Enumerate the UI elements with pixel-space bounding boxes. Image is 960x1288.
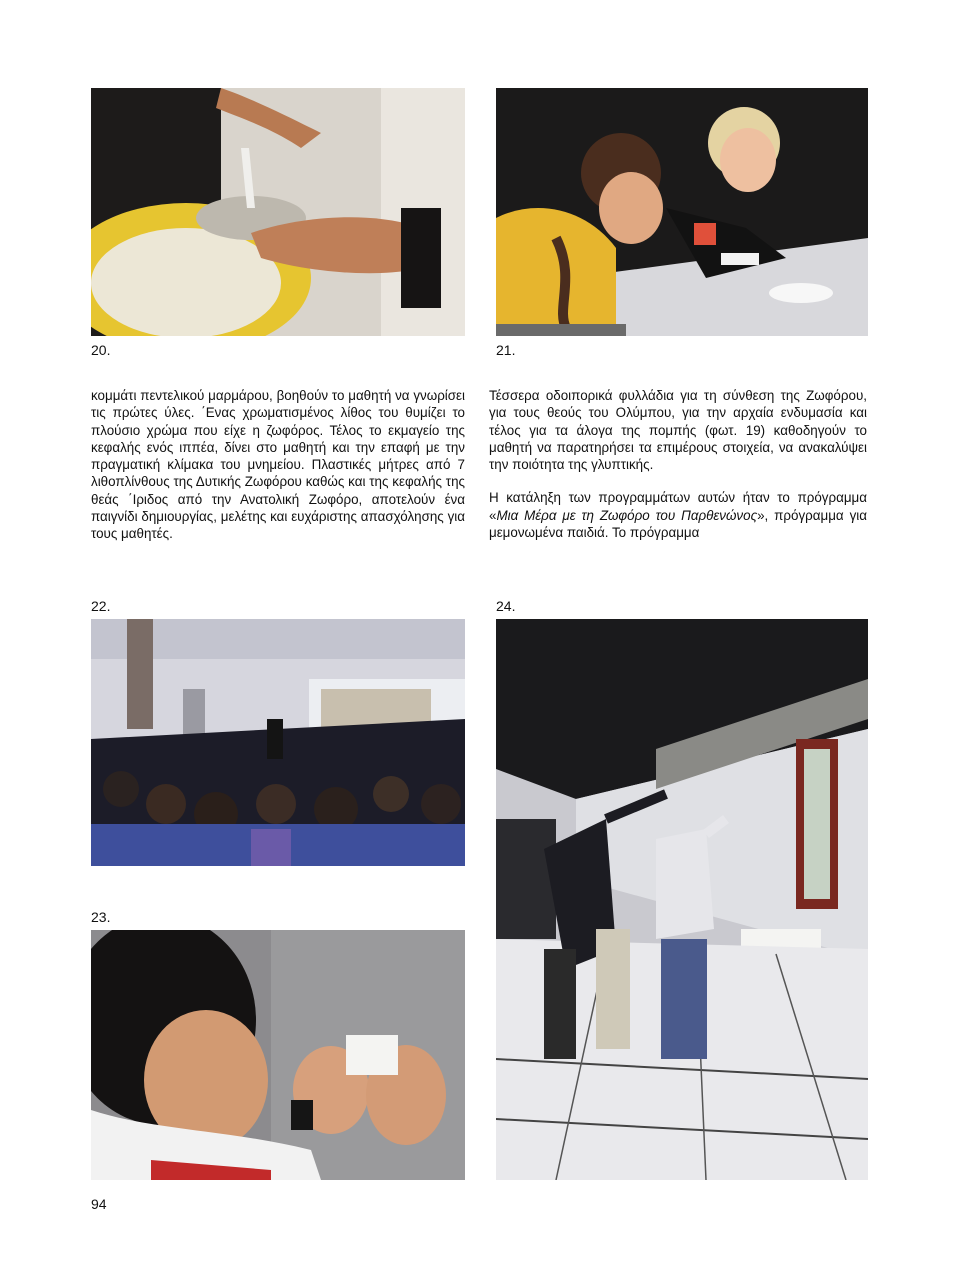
photo-22-caption: 22. bbox=[91, 598, 111, 614]
photo-24-museum-gallery bbox=[496, 619, 868, 1180]
photo-24-caption: 24. bbox=[496, 598, 516, 614]
left-column-paragraph: κομμάτι πεντελικού μαρμάρου, βοηθούν το μαθητή να γνωρίσει τις πρώτες ύλες. ΄Ενας χρωματισμένος λίθος του θυμίζει το πλούσιο χρώμα που είχε η ζωφόρος. Τέλος το εκμαγείο της κεφαλής ενός ιππέα, δίνει στο μαθητή και την επαφή με την πραγματική κλίμακα του μνημείου. Πλαστικές μήτρες από 7 λιθοπλίνθους της Δυτικής Ζωφόρου καθώς και της κεφαλής της θεάς ΄Ιριδος από την Ανατολική Ζωφόρο, αποτελούν ένα παιγνίδι δημιουργίας, μελέτης και ευχάριστης απασχόλησης για τους μαθητές. bbox=[91, 388, 465, 542]
right-column-paragraph-1: Τέσσερα οδοιπορικά φυλλάδια για τη σύνθεση της Ζωφόρου, για τους θεούς του Ολύμπου, για την αρχαία ενδυμασία και τέλος για τα άλογα της πομπής (φωτ. 19) καθοδηγούν το μαθητή να παρατηρήσει τα επιμέρους στοιχεία, να ανακαλύψει την ποιότητα της γλυπτικής. bbox=[489, 388, 867, 473]
photo-22-audience-slideshow bbox=[91, 619, 465, 866]
program-title: Μια Μέρα με τη Ζωφόρο του Παρθενώνος bbox=[496, 507, 758, 523]
left-column bbox=[91, 387, 465, 543]
photo-23-caption: 23. bbox=[91, 909, 111, 925]
photo-21-children-drawing bbox=[496, 88, 868, 336]
paragraph-2-lead: Η κατάληξη των προγραμμάτων αυτών ήταν το πρόγραμμα « bbox=[489, 490, 867, 523]
right-column bbox=[489, 387, 867, 541]
right-column-paragraph-2 bbox=[489, 489, 867, 541]
photo-23-child-holding-cast bbox=[91, 930, 465, 1180]
paragraph-2-tail: », πρόγραμμα για μεμονωμένα παιδιά. Το πρόγραμμα bbox=[489, 507, 867, 541]
photo-21-caption: 21. bbox=[496, 342, 516, 358]
page-number: 94 bbox=[91, 1196, 107, 1212]
photo-20-caption: 20. bbox=[91, 342, 111, 358]
photo-20-plaster-casting bbox=[91, 88, 465, 336]
